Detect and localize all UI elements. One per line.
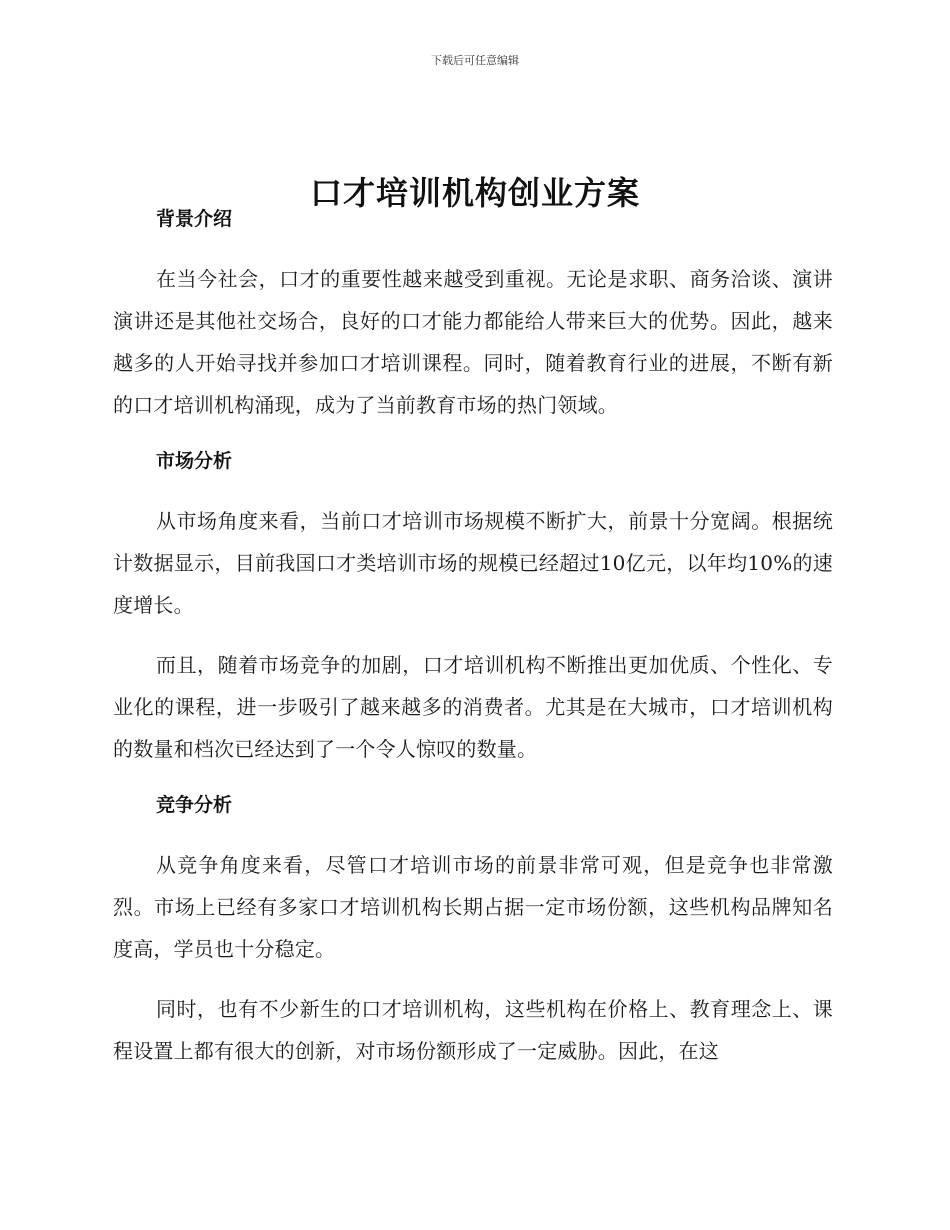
paragraph-background-1: 在当今社会，口才的重要性越来越受到重视。无论是求职、商务洽谈、演讲演讲还是其他社交场合，良好的口才能力都能给人带来巨大的优势。因此，越来越多的人开始寻找并参加口才培训课程。同时，随着教育行业的进展，不断有新的口才培训机构涌现，成为了当前教育市场的热门领域。 [113,267,833,417]
spacer [113,626,833,644]
spacer [113,426,833,444]
page-header: 下载后可任意编辑 [431,54,519,67]
document-title: 口才培训机构创业方案 [309,174,640,213]
section-heading-market: 市场分析 [156,450,233,472]
spacer [113,770,833,788]
paragraph-competition-2: 同时，也有不少新生的口才培训机构，这些机构在价格上、教育理念上、课程设置上都有很大的创新，对市场份额形成了一定威胁。因此，在这 [113,997,833,1063]
section-heading-background: 背景介绍 [156,208,233,230]
paragraph-competition-1: 从竞争角度来看，尽管口才培训市场的前景非常可观，但是竞争也非常激烈。市场上已经有多家口才培训机构长期占据一定市场份额，这些机构品牌知名度高，学员也十分稳定。 [113,853,833,961]
spacer [113,478,833,500]
document-body [113,202,833,1072]
paragraph-market-2: 而且，随着市场竞争的加剧，口才培训机构不断推出更加优质、个性化、专业化的课程，进一步吸引了越来越多的消费者。尤其是在大城市，口才培训机构的数量和档次已经达到了一个令人惊叹的数量。 [113,653,833,761]
spacer [113,970,833,988]
spacer [113,822,833,844]
paragraph-market-1: 从市场角度来看，当前口才培训市场规模不断扩大，前景十分宽阔。根据统计数据显示，目前我国口才类培训市场的规模已经超过10亿元，以年均10%的速度增长。 [113,509,833,617]
section-heading-competition: 竞争分析 [156,794,233,816]
spacer [113,236,833,258]
